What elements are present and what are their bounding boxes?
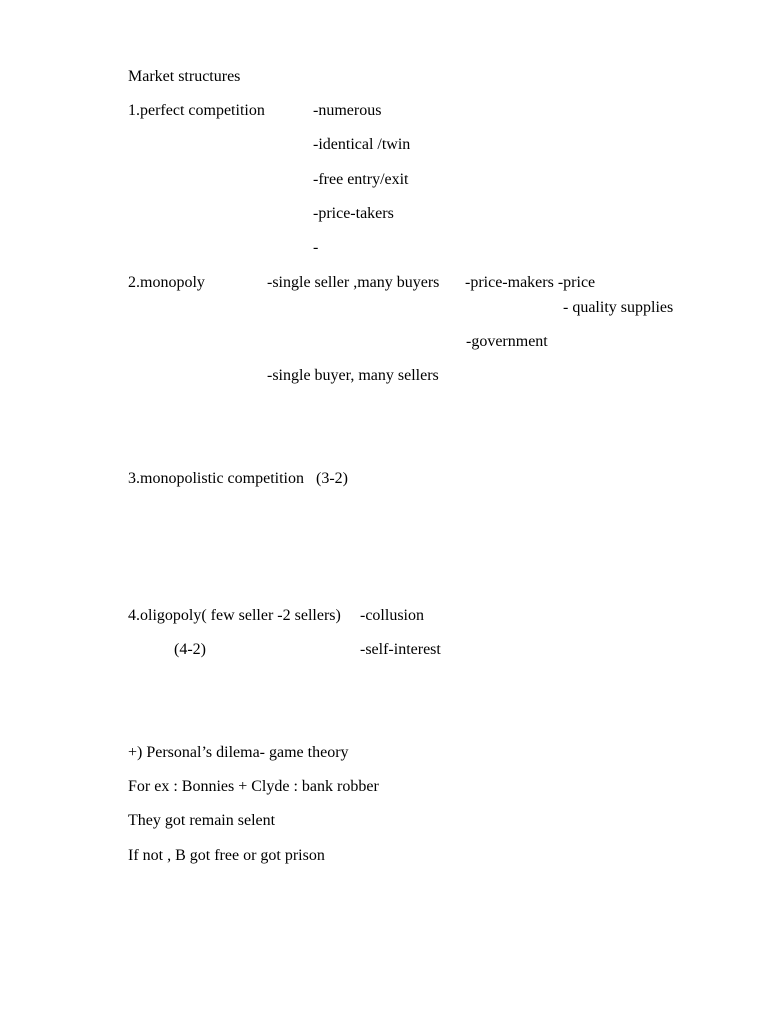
- perfect-competition-point: -price-takers: [313, 205, 394, 222]
- perfect-competition-heading: 1.perfect competition: [128, 102, 265, 119]
- note-line: They got remain selent: [128, 812, 276, 829]
- monopoly-heading: 2.monopoly: [128, 274, 205, 291]
- oligopoly-self-interest: -self-interest: [360, 641, 441, 658]
- note-line: For ex : Bonnies + Clyde : bank robber: [128, 778, 379, 795]
- monopoly-seller-point: -single seller ,many buyers: [267, 274, 440, 291]
- oligopoly-collusion: -collusion: [360, 607, 424, 624]
- oligopoly-ref: (4-2): [174, 641, 206, 658]
- monopoly-government: -government: [466, 333, 548, 350]
- monopoly-price-makers: -price-makers -price: [465, 274, 596, 291]
- perfect-competition-point: -numerous: [313, 102, 382, 119]
- perfect-competition-point: -free entry/exit: [313, 171, 409, 188]
- monopoly-quality-supplies: - quality supplies: [563, 299, 674, 316]
- perfect-competition-point: -identical /twin: [313, 136, 411, 153]
- oligopoly-heading: 4.oligopoly( few seller -2 sellers): [128, 607, 341, 624]
- perfect-competition-point: -: [313, 239, 319, 256]
- page-title: Market structures: [128, 68, 241, 85]
- note-line: +) Personal’s dilema- game theory: [128, 744, 349, 761]
- monopolistic-heading: 3.monopolistic competition (3-2): [128, 470, 348, 487]
- note-line: If not , B got free or got prison: [128, 847, 325, 864]
- monopoly-buyer-point: -single buyer, many sellers: [267, 367, 439, 384]
